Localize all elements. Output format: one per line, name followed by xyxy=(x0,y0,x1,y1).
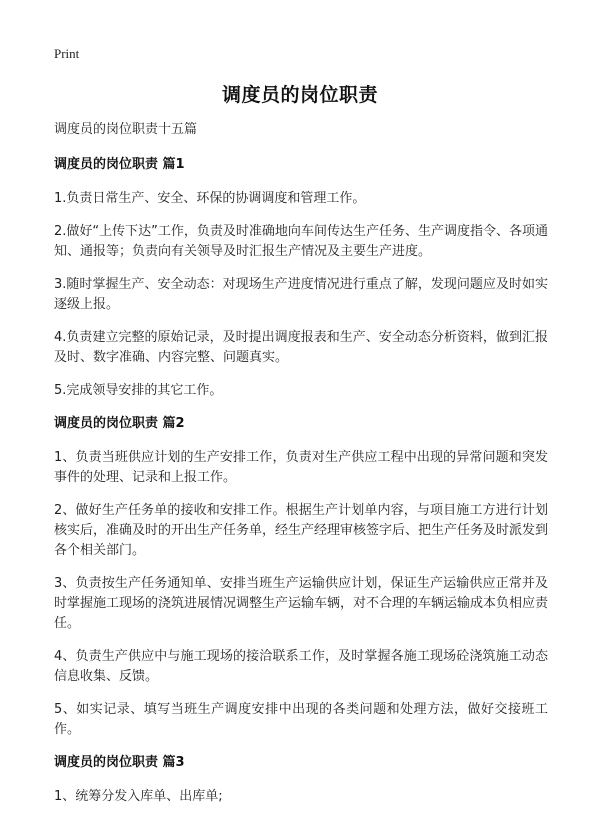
print-link[interactable]: Print xyxy=(54,46,80,61)
paragraph: 1.负责日常生产、安全、环保的协调调度和管理工作。 xyxy=(54,191,366,206)
paragraph: 2.做好“上传下达”工作，负责及时准确地向车间传达生产任务、生产调度指令、各项通知、通报等；负责向有关领导及时汇报生产情况及主要生产进度。 xyxy=(54,224,548,259)
paragraph: 3.随时掌握生产、安全动态：对现场生产进度情况进行重点了解，发现问题应及时如实逐级上报。 xyxy=(54,277,548,312)
paragraph: 4、负责生产供应中与施工现场的接洽联系工作，及时掌握各施工现场砼浇筑施工动态信息收集、反馈。 xyxy=(54,649,548,684)
section-heading-3: 调度员的岗位职责 篇3 xyxy=(54,755,185,770)
paragraph: 4.负责建立完整的原始记录，及时提出调度报表和生产、安全动态分析资料，做到汇报及时、数字准确、内容完整、问题真实。 xyxy=(54,330,548,365)
paragraph: 1、统筹分发入库单、出库单; xyxy=(54,789,223,804)
paragraph: 1、负责当班供应计划的生产安排工作，负责对生产供应工程中出现的异常问题和突发事件的处理、记录和上报工作。 xyxy=(54,450,548,485)
paragraph: 3、负责按生产任务通知单、安排当班生产运输供应计划，保证生产运输供应正常并及时掌握施工现场的浇筑进展情况调整生产运输车辆，对不合理的车辆运输成本负相应责任。 xyxy=(54,576,549,631)
document-subtitle: 调度员的岗位职责十五篇 xyxy=(54,122,198,137)
document-body xyxy=(54,120,548,820)
paragraph: 5.完成领导安排的其它工作。 xyxy=(54,383,223,398)
section-heading-2: 调度员的岗位职责 篇2 xyxy=(54,416,185,431)
paragraph: 2、做好生产任务单的接收和安排工作。根据生产计划单内容，与项目施工方进行计划核实后，准确及时的开出生产任务单，经生产经理审核签字后、把生产任务及时派发到各个相关部门。 xyxy=(54,503,549,558)
paragraph: 5、如实记录、填写当班生产调度安排中出现的各类问题和处理方法，做好交接班工作。 xyxy=(54,702,548,737)
section-heading-1: 调度员的岗位职责 篇1 xyxy=(54,157,185,172)
document-title: 调度员的岗位职责 xyxy=(221,84,378,106)
